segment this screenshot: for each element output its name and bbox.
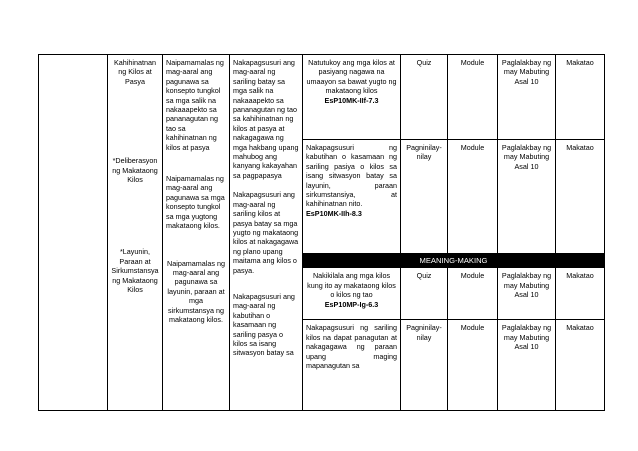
- performance-standard-column: [230, 55, 303, 411]
- performance-standard-3: Nakapagsusuri ang mag-aaral ng kabutihan o kasamaan ng sariling pasya o kilos sa isang sitwasyon batay sa: [233, 291, 295, 358]
- mode-cell-4: Module: [448, 320, 498, 411]
- competency-code-2: EsP10MK-IIh-8.3: [306, 208, 362, 218]
- competency-code-1: EsP10MK-IIf-7.3: [324, 95, 379, 105]
- topic-kahihinatnan: Kahihinatnan ng Kilos at Pasya: [114, 58, 156, 86]
- empty-first-column: [39, 55, 108, 411]
- performance-standard-1: Nakapagsusuri ang mag-aaral ng sariling batay sa mga salik na nakaaapekto sa pananagutan ng tao sa kahihinatnan ng kilos at pasya at nakagagawa ng mga hakbang upang mahubog ang kanyang kakayahan sa pagpapasya: [233, 58, 299, 180]
- content-standard-column: [163, 55, 230, 411]
- competency-cell-4: Nakapagsusuri ng sariling kilos na dapat panagutan at nakagagawa ng paraan upang maging mapanagutan sa: [303, 320, 401, 411]
- resource-cell-2: Paglalakbay ng may Mabuting Asal 10: [498, 140, 556, 254]
- curriculum-table: [38, 54, 605, 411]
- content-standard-1: Naipamamalas ng mag-aaral ang pagunawa sa konsepto tungkol sa mga salik na nakaaapekto sa pananagutan ng tao sa kahihinatnan ng kilos at pasya: [166, 58, 224, 152]
- content-standard-3: Naipamamalas ng mag-aaral ang pagunawa sa layunin, paraan at mga sirkumstansya ng makataong kilos.: [167, 258, 225, 324]
- competency-cell-3: Nakikilala ang mga kilos kung ito ay makataong kilos o kilos ng tao EsP10MP-Ig-6.3: [303, 268, 401, 320]
- assessment-cell-1: Quiz: [401, 55, 448, 140]
- content-standard-2: Naipamamalas ng mag-aaral ang pagunawa sa mga konsepto tungkol sa mga yugtong makataong kilos.: [166, 174, 225, 231]
- competency-cell-1: Natutukoy ang mga kilos at pasiyang nagawa na umaayon sa bawat yugto ng makataong kilos EsP10MK-IIf-7.3: [303, 55, 401, 140]
- core-value-cell-1: Makatao: [556, 55, 605, 140]
- resource-cell-3: Paglalakbay ng may Mabuting Asal 10: [498, 268, 556, 320]
- resource-cell-1: Paglalakbay ng may Mabuting Asal 10: [498, 55, 556, 140]
- core-value-cell-4: Makatao: [556, 320, 605, 411]
- meaning-making-band: MEANING-MAKING: [303, 254, 605, 268]
- mode-cell-1: Module: [448, 55, 498, 140]
- assessment-cell-4: Pagninilay-nilay: [401, 320, 448, 411]
- core-value-cell-3: Makatao: [556, 268, 605, 320]
- performance-standard-2: Nakapagsusuri ang mag-aaral ng sariling kilos at pasya batay sa mga yugto ng makataong kilos at nakagagawa ng plano upang maitama ang kilos o pasya.: [233, 190, 299, 275]
- assessment-cell-2: Pagninilay-nilay: [401, 140, 448, 254]
- resource-cell-4: Paglalakbay ng may Mabuting Asal 10: [498, 320, 556, 411]
- topic-layunin: *Layunin, Paraan at Sirkumstansya ng Makataong Kilos: [111, 247, 159, 295]
- competency-code-3: EsP10MP-Ig-6.3: [324, 299, 379, 309]
- topic-column: [108, 55, 163, 411]
- topic-deliberasyon: *Deliberasyon ng Makataong Kilos: [112, 156, 158, 185]
- competency-cell-2: Nakapagsusuri ng kabutihan o kasamaan ng sariling pasiya o kilos sa isang sitwasyon batay sa layunin, paraan sirkumstansiya, at kahihinatnan nito. EsP10MK-IIh-8.3: [303, 140, 401, 254]
- assessment-cell-3: Quiz: [401, 268, 448, 320]
- core-value-cell-2: Makatao: [556, 140, 605, 254]
- table-row: [39, 55, 605, 140]
- mode-cell-3: Module: [448, 268, 498, 320]
- mode-cell-2: Module: [448, 140, 498, 254]
